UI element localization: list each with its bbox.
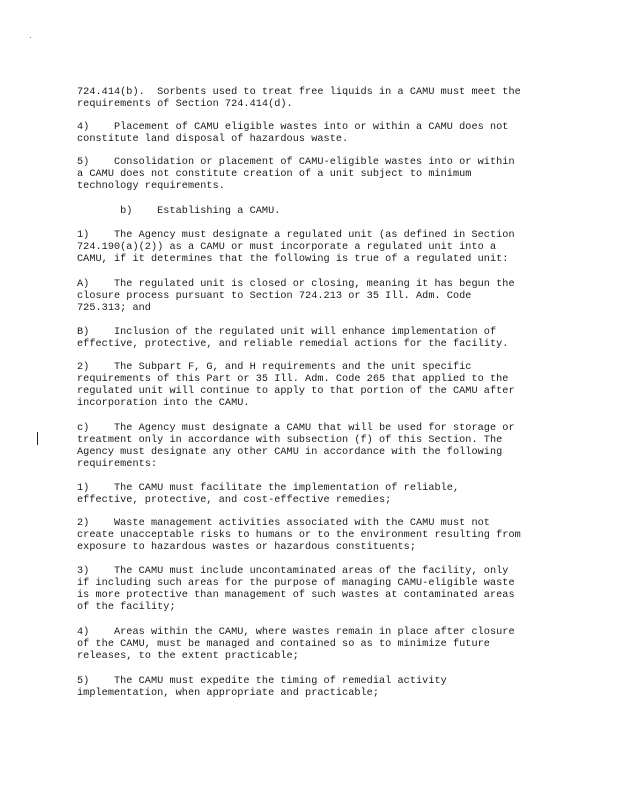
scan-speck — [30, 37, 31, 38]
paragraph-b1a-closed-unit: A) The regulated unit is closed or closing, meaning it has begun the closure process pursuant to Section 724.213 or 35 Ill. Adm. Code 725.313; and — [77, 279, 515, 314]
paragraph-sorbents: 724.414(b). Sorbents used to treat free liquids in a CAMU must meet the requirements of Section 724.414(d). — [77, 87, 521, 110]
paragraph-b1b-inclusion: B) Inclusion of the regulated unit will enhance implementation of effective, protective, and reliable remedial actions for the facility. — [77, 327, 509, 350]
subsection-b-heading: b) Establishing a CAMU. — [77, 206, 281, 217]
revision-change-bar — [37, 432, 38, 445]
paragraph-c1-facilitate: 1) The CAMU must facilitate the implementation of reliable, effective, protective, and cost-effective remedies; — [77, 483, 460, 506]
paragraph-b1-regulated-unit: 1) The Agency must designate a regulated unit (as defined in Section 724.190(a)(2)) as a CAMU or must incorporate a regulated unit into a CAMU, if it determines that the following is true of a regulated unit: — [77, 230, 515, 265]
paragraph-c4-areas: 4) Areas within the CAMU, where wastes remain in place after closure of the CAMU, must be managed and contained so as to minimize future releases, to the extent practicable; — [77, 627, 515, 662]
paragraph-b2-subpart-fgh: 2) The Subpart F, G, and H requirements and the unit specific requirements of this Part or 35 Ill. Adm. Code 265 that applied to the regulated unit will continue to apply to that portion of the CAMU after incorporation into the CAMU. — [77, 362, 515, 409]
paragraph-a4-land-disposal: 4) Placement of CAMU eligible wastes into or within a CAMU does not constitute land disposal of hazardous waste. — [77, 122, 509, 145]
paragraph-c2-risks: 2) Waste management activities associated with the CAMU must not create unacceptable risks to humans or to the environment resulting from exposure to hazardous wastes or hazardous constituents; — [77, 518, 521, 553]
paragraph-c3-uncontaminated: 3) The CAMU must include uncontaminated areas of the facility, only if including such areas for the purpose of managing CAMU-eligible waste is more protective than management of such wastes at contaminated areas of the facility; — [77, 566, 515, 613]
paragraph-c-designation: c) The Agency must designate a CAMU that will be used for storage or treatment only in accordance with subsection (f) of this Section. The Agency must designate any other CAMU in accordance with the following requirements: — [77, 423, 515, 470]
paragraph-a5-consolidation: 5) Consolidation or placement of CAMU-eligible wastes into or within a CAMU does not constitute creation of a unit subject to minimum technology requirements. — [77, 157, 515, 192]
paragraph-c5-expedite: 5) The CAMU must expedite the timing of remedial activity implementation, when appropriate and practicable; — [77, 676, 447, 699]
